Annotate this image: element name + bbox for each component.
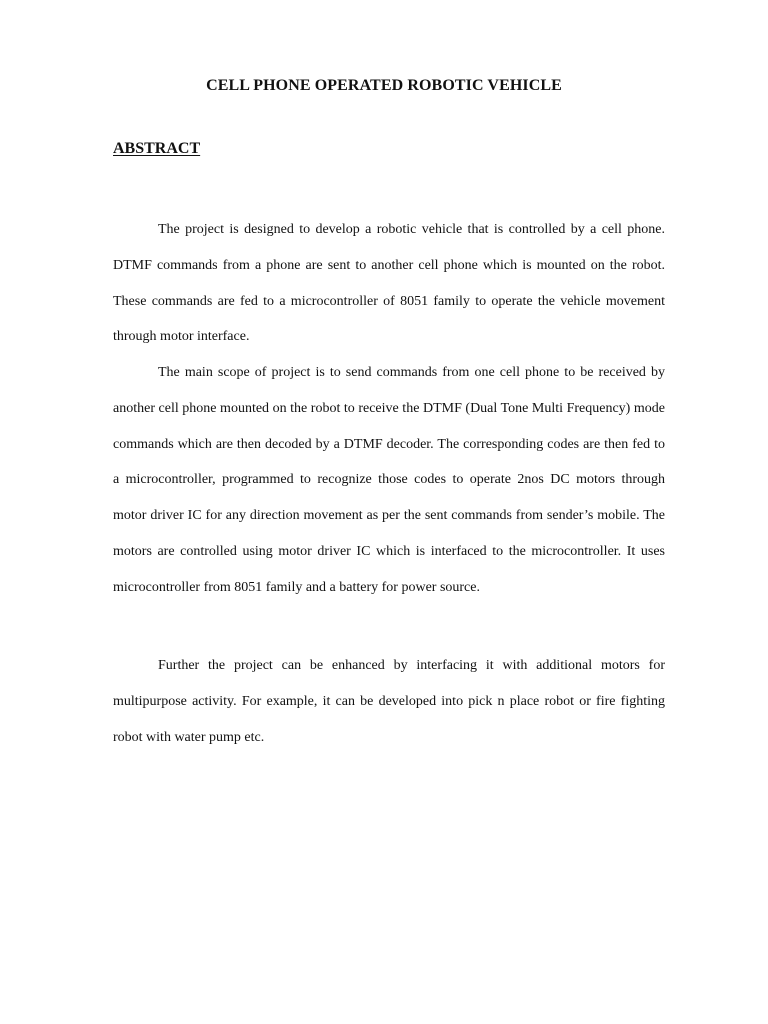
document-title: CELL PHONE OPERATED ROBOTIC VEHICLE xyxy=(206,77,562,94)
abstract-paragraph-2: The main scope of project is to send commands from one cell phone to be received by another cell phone mounted on the robot to receive the DTMF (Dual Tone Multi Frequency) mode commands which are then decoded by a DTMF decoder. The corresponding codes are then fed to a microcontroller, programmed to recognize those codes to operate 2nos DC motors through motor driver IC for any direction movement as per the sent commands from sender’s mobile. The motors are controlled using motor driver IC which is interfaced to the microcontroller. It uses microcontroller from 8051 family and a battery for power source. xyxy=(113,365,665,595)
abstract-paragraph-1: The project is designed to develop a robotic vehicle that is controlled by a cell phone. DTMF commands from a phone are sent to another cell phone which is mounted on the robot. These commands are fed to a microcontroller of 8051 family to operate the vehicle movement through motor interface. xyxy=(113,222,665,345)
section-heading-abstract: ABSTRACT xyxy=(113,140,201,157)
abstract-paragraph-3: Further the project can be enhanced by interfacing it with additional motors for multipurpose activity. For example, it can be developed into pick n place robot or fire fighting robot with water pump etc. xyxy=(113,658,665,745)
